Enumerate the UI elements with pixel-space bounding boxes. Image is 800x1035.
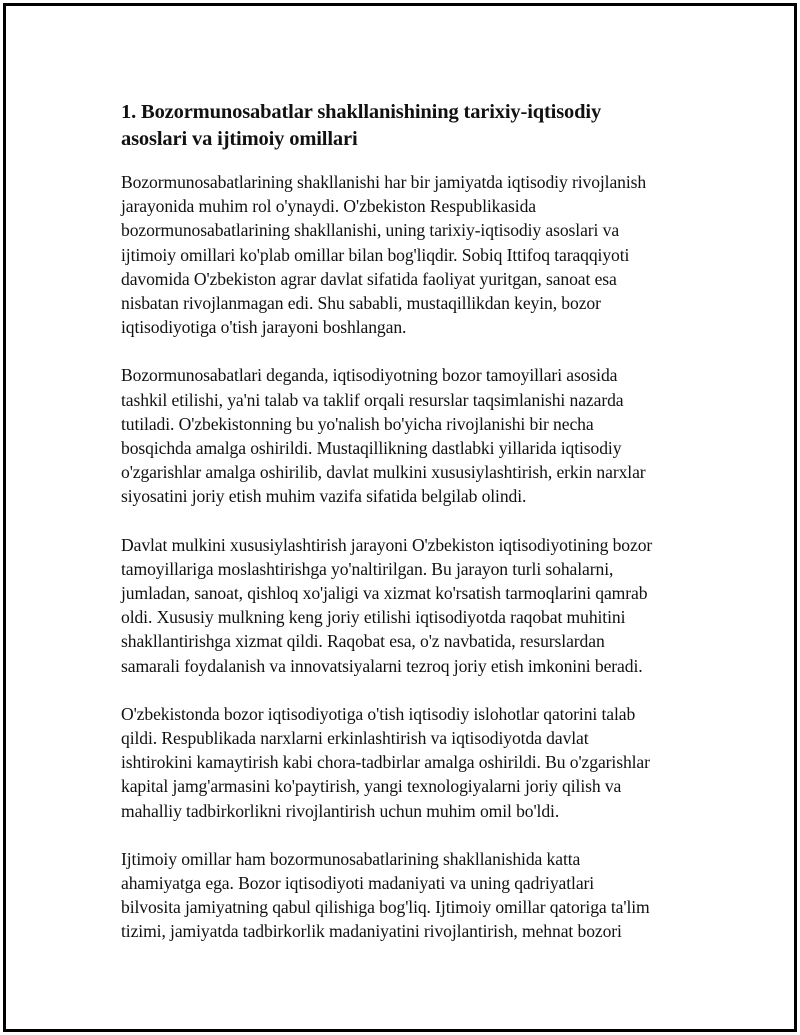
text-line: oldi. Xususiy mulkning keng joriy etilishi iqtisodiyotda raqobat muhitini bbox=[121, 607, 626, 628]
document-page bbox=[3, 3, 797, 1032]
text-line: davomida O'zbekiston agrar davlat sifatida faoliyat yuritgan, sanoat esa bbox=[121, 268, 617, 289]
paragraph-3 bbox=[121, 533, 696, 678]
text-line: tizimi, jamiyatda tadbirkorlik madaniyatini rivojlantirish, mehnat bozori bbox=[121, 921, 622, 942]
text-line: tutiladi. O'zbekistonning bu yo'nalish bo'yicha rivojlanishi bir necha bbox=[121, 413, 594, 434]
text-line: shakllantirishga xizmat qildi. Raqobat esa, o'z navbatida, resurslardan bbox=[121, 631, 605, 652]
paragraph-2 bbox=[121, 363, 696, 508]
text-line: bilvosita jamiyatning qabul qilishiga bog'liq. Ijtimoiy omillar qatoriga ta'lim bbox=[121, 897, 650, 918]
text-line: Davlat mulkini xususiylashtirish jarayoni O'zbekiston iqtisodiyotining bozor bbox=[121, 534, 653, 555]
text-line: o'zgarishlar amalga oshirilib, davlat mulkini xususiylashtirish, erkin narxlar bbox=[121, 462, 646, 483]
text-line: bozormunosabatlarining shakllanishi, uning tarixiy-iqtisodiy asoslari va bbox=[121, 220, 620, 241]
heading-line: asoslari va ijtimoiy omillari bbox=[121, 128, 358, 150]
document-body bbox=[121, 99, 696, 968]
text-line: Ijtimoiy omillar ham bozormunosabatlarining shakllanishida katta bbox=[121, 848, 581, 869]
text-line: O'zbekistonda bozor iqtisodiyotiga o'tish iqtisodiy islohotlar qatorini talab bbox=[121, 703, 636, 724]
paragraph-1 bbox=[121, 170, 696, 339]
paragraph-4 bbox=[121, 702, 696, 823]
text-line: samarali foydalanish va innovatsiyalarni tezroq joriy etish imkonini beradi. bbox=[121, 655, 643, 676]
text-line: Bozormunosabatlarining shakllanishi har bir jamiyatda iqtisodiy rivojlanish bbox=[121, 172, 647, 192]
text-line: mahalliy tadbirkorlikni rivojlantirish uchun muhim omil bo'ldi. bbox=[121, 800, 560, 821]
text-line: iqtisodiyotiga o'tish jarayoni boshlangan. bbox=[121, 317, 407, 338]
text-line: nisbatan rivojlanmagan edi. Shu sababli, mustaqillikdan keyin, bozor bbox=[121, 293, 601, 314]
text-line: jumladan, sanoat, qishloq xo'jaligi va xizmat ko'rsatish tarmoqlarini qamrab bbox=[121, 583, 648, 604]
text-line: siyosatini joriy etish muhim vazifa sifatida belgilab olindi. bbox=[121, 486, 527, 507]
text-line: bosqichda amalga oshirildi. Mustaqillikning dastlabki yillarida iqtisodiy bbox=[121, 438, 622, 459]
text-line: ishtirokini kamaytirish kabi chora-tadbirlar amalga oshirildi. Bu o'zgarishlar bbox=[121, 752, 650, 773]
section-heading bbox=[121, 99, 696, 153]
text-line: jarayonida muhim rol o'ynaydi. O'zbekiston Respublikasida bbox=[121, 196, 536, 217]
text-line: tashkil etilishi, ya'ni talab va taklif orqali resurslar taqsimlanishi nazarda bbox=[121, 389, 624, 410]
text-line: ahamiyatga ega. Bozor iqtisodiyoti madaniyati va uning qadriyatlari bbox=[121, 873, 595, 894]
text-line: Bozormunosabatlari deganda, iqtisodiyotning bozor tamoyillari asosida bbox=[121, 365, 618, 386]
text-line: ijtimoiy omillari ko'plab omillar bilan bog'liqdir. Sobiq Ittifoq taraqqiyoti bbox=[121, 244, 630, 265]
text-line: tamoyillariga moslashtirishga yo'naltirilgan. Bu jarayon turli sohalarni, bbox=[121, 558, 614, 579]
text-line: kapital jamg'armasini ko'paytirish, yangi texnologiyalarni joriy qilish va bbox=[121, 776, 622, 797]
paragraph-5 bbox=[121, 847, 696, 944]
text-line: qildi. Respublikada narxlarni erkinlashtirish va iqtisodiyotda davlat bbox=[121, 728, 589, 749]
heading-line: 1. Bozormunosabatlar shakllanishining tarixiy-iqtisodiy bbox=[121, 101, 602, 123]
